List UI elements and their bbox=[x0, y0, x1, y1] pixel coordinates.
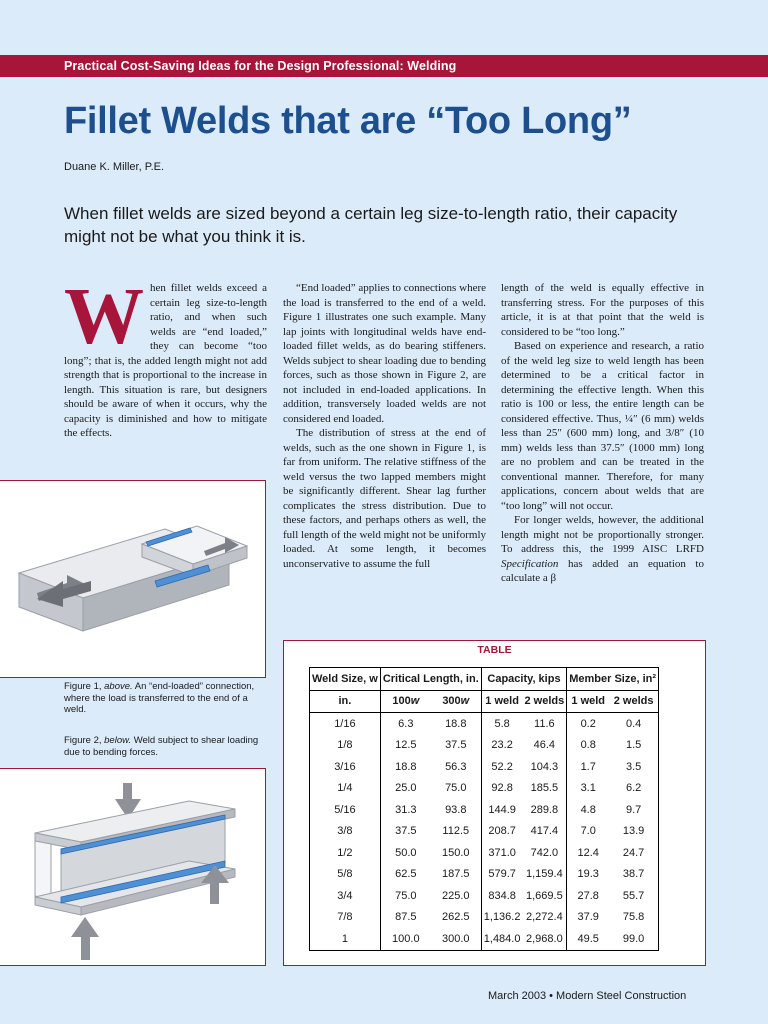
cell: 75.8 bbox=[622, 911, 645, 924]
cell-weld-size: 1/4 bbox=[310, 778, 381, 800]
body-paragraph: “End loaded” applies to connections where the load is transferred to the end of a weld. Figure 1 illustrates one such example. Many lap joints with longitudinal welds have end-loaded fillet welds, as do bearing stiffeners. Welds subject to shear loading due to bending forces, such as those shown in Figure 2, are not included in end-loaded applications. In addition, transversely loaded welds are not considered end loaded. bbox=[283, 282, 486, 425]
banner-text: Practical Cost-Saving Ideas for the Design Professional: Welding bbox=[64, 59, 457, 73]
cell: 56.3 bbox=[431, 756, 481, 778]
cell: 50.0 bbox=[395, 846, 417, 859]
article-title: Fillet Welds that are “Too Long” bbox=[64, 100, 632, 142]
cell: 75.0 bbox=[431, 778, 481, 800]
cell: 0.2 bbox=[580, 717, 596, 730]
body-paragraph: The distribution of stress at the end of welds, such as the one shown in Figure 1, is far from uniform. The relative stiffness of the weld versus the two lapped members might be significantly different. Shear lag further complicates the stress distribution. Due to these factors, and perhaps others as well, the full length of the weld might not be uniformly loaded. At some length, it becomes unconservative to assume the full bbox=[283, 427, 486, 570]
cell: 55.7 bbox=[622, 889, 645, 902]
beam-illustration bbox=[0, 769, 265, 965]
cell: 262.5 bbox=[431, 907, 481, 929]
cell: 52.2 bbox=[491, 760, 513, 773]
author-byline: Duane K. Miller, P.E. bbox=[64, 161, 165, 173]
cell: 0.8 bbox=[580, 739, 596, 752]
cell: 99.0 bbox=[622, 932, 645, 945]
cell: 1,669.5 bbox=[522, 885, 566, 907]
table-row bbox=[310, 864, 659, 886]
figure-2-caption bbox=[64, 735, 264, 758]
cell: 208.7 bbox=[488, 825, 516, 838]
cell: 144.9 bbox=[488, 803, 516, 816]
table-row bbox=[310, 735, 659, 757]
article-deck: When fillet welds are sized beyond a certain leg size-to-length ratio, their capacity might not be what you think it is. bbox=[64, 204, 678, 246]
lap-joint-illustration bbox=[0, 481, 265, 677]
caption-prefix: Figure 2, bbox=[64, 735, 105, 746]
body-column-3 bbox=[501, 281, 704, 586]
table-row bbox=[310, 778, 659, 800]
table-row bbox=[310, 885, 659, 907]
subheader-member-1-weld: 1 weld bbox=[567, 690, 609, 713]
cell: 31.3 bbox=[395, 803, 417, 816]
cell: 1.7 bbox=[580, 760, 596, 773]
page-footer: March 2003 • Modern Steel Construction bbox=[488, 990, 687, 1002]
body-text: has added an equation to calculate a β bbox=[501, 557, 704, 584]
cell: 6.2 bbox=[625, 782, 642, 795]
cell: 2,272.4 bbox=[522, 907, 566, 929]
table-header-row bbox=[310, 668, 659, 691]
table-row bbox=[310, 842, 659, 864]
cell-weld-size: 1/2 bbox=[310, 842, 381, 864]
table-row bbox=[310, 799, 659, 821]
subheader-1-weld: 1 weld bbox=[481, 690, 522, 713]
cell: 4.8 bbox=[580, 803, 596, 816]
subheader-in: in. bbox=[310, 690, 381, 713]
cell: 187.5 bbox=[431, 864, 481, 886]
cell: 7.0 bbox=[580, 825, 596, 838]
body-paragraph: hen fillet welds exceed a certain leg size-to-length ratio, and when such welds are “end loaded,” they can become “too long”; that is, the added length might not add strength that is proportional to the increase in length. This situation is rare, but designers should be aware of when it occurs, why the capacity is diminished and how to mitigate the effects. bbox=[64, 282, 267, 439]
figure-1-caption bbox=[64, 681, 264, 716]
subheader-member-2-welds: 2 welds bbox=[609, 690, 658, 713]
body-paragraph bbox=[501, 513, 704, 586]
cell: 92.8 bbox=[491, 782, 513, 795]
body-text: For longer welds, however, the additional length might not be proportionally stronger. To address this, the 1999 AISC LRFD bbox=[501, 514, 704, 555]
cell: 0.4 bbox=[625, 717, 642, 730]
cell: 18.8 bbox=[395, 760, 417, 773]
cell: 579.7 bbox=[488, 868, 516, 881]
weld-data-table bbox=[309, 667, 659, 951]
cell: 3.1 bbox=[580, 782, 596, 795]
cell: 1,136.2 bbox=[483, 911, 521, 924]
body-column-1 bbox=[64, 273, 267, 441]
cell-weld-size: 3/4 bbox=[310, 885, 381, 907]
figure-1-end-loaded-lap-joint bbox=[0, 480, 266, 678]
cell: 742.0 bbox=[522, 842, 566, 864]
cell: 13.9 bbox=[622, 825, 645, 838]
section-banner bbox=[0, 55, 768, 77]
cell: 37.9 bbox=[577, 911, 599, 924]
weld-table bbox=[283, 640, 706, 966]
cell: 104.3 bbox=[522, 756, 566, 778]
cell-weld-size: 5/16 bbox=[310, 799, 381, 821]
cell: 87.5 bbox=[395, 911, 417, 924]
cell: 5.8 bbox=[494, 717, 510, 730]
cell: 6.3 bbox=[398, 717, 414, 730]
cell: 38.7 bbox=[622, 868, 645, 881]
caption-text: An “end-loaded” connection, where the load is transferred to the end of a weld. bbox=[64, 681, 255, 715]
cell: 62.5 bbox=[395, 868, 417, 881]
cell: 300.0 bbox=[431, 928, 481, 950]
cell: 19.3 bbox=[577, 868, 599, 881]
cell: 3.5 bbox=[625, 760, 642, 773]
subheader-2-welds: 2 welds bbox=[522, 690, 566, 713]
cell: 23.2 bbox=[491, 739, 513, 752]
table-body bbox=[310, 713, 659, 951]
body-text-italic: Specification bbox=[501, 557, 559, 570]
cell: 18.8 bbox=[431, 713, 481, 735]
cell: 112.5 bbox=[431, 821, 481, 843]
subheader-100w: 100w bbox=[380, 690, 430, 713]
cell: 37.5 bbox=[431, 735, 481, 757]
cell-weld-size: 3/8 bbox=[310, 821, 381, 843]
table-label: TABLE bbox=[477, 644, 512, 656]
cell-weld-size: 1/16 bbox=[310, 713, 381, 735]
table-row bbox=[310, 756, 659, 778]
cell: 150.0 bbox=[431, 842, 481, 864]
table-row bbox=[310, 821, 659, 843]
caption-italic: above. bbox=[104, 681, 133, 692]
cell: 1,484.0 bbox=[483, 932, 521, 945]
cell-weld-size: 7/8 bbox=[310, 907, 381, 929]
figure-2-beam-shear-loading bbox=[0, 768, 266, 966]
cell: 37.5 bbox=[395, 825, 417, 838]
cell: 417.4 bbox=[522, 821, 566, 843]
cell: 1,159.4 bbox=[522, 864, 566, 886]
cell: 12.4 bbox=[577, 846, 599, 859]
body-paragraph: length of the weld is equally effective in transferring stress. For the purposes of this article, it is at that point that the weld is considered to be “too long.” bbox=[501, 282, 704, 338]
cell: 2,968.0 bbox=[522, 928, 566, 950]
caption-prefix: Figure 1, bbox=[64, 681, 105, 692]
cell: 834.8 bbox=[488, 889, 516, 902]
caption-text: Weld subject to shear loading due to bending forces. bbox=[64, 735, 259, 758]
cell-weld-size: 3/16 bbox=[310, 756, 381, 778]
cell-weld-size: 1/8 bbox=[310, 735, 381, 757]
body-column-2 bbox=[283, 281, 486, 571]
cell: 25.0 bbox=[395, 782, 417, 795]
header-capacity: Capacity, kips bbox=[481, 668, 566, 691]
drop-cap: W bbox=[64, 273, 144, 361]
body-paragraph: Based on experience and research, a ratio of the weld leg size to weld length has been determined to be a critical factor in determining the effective length. When this ratio is 100 or less, the entire length can be considered effective. Thus, ¼″ (6 mm) welds less than 25″ (600 mm) long, and 3/8″ (10 mm) welds less than 37.5″ (1000 mm) long are no problem and can be treated in the conventional manner. Therefore, for many applications, concern about welds that are “too long” will not occur. bbox=[501, 340, 704, 512]
cell: 225.0 bbox=[431, 885, 481, 907]
table-row bbox=[310, 907, 659, 929]
cell: 1.5 bbox=[625, 739, 642, 752]
header-weld-size: Weld Size, w bbox=[310, 668, 381, 691]
caption-italic: below. bbox=[104, 735, 132, 746]
cell: 100.0 bbox=[392, 932, 420, 945]
cell: 371.0 bbox=[488, 846, 516, 859]
header-member-size: Member Size, in² bbox=[567, 668, 659, 691]
cell: 46.4 bbox=[522, 735, 566, 757]
cell: 24.7 bbox=[622, 846, 645, 859]
cell: 9.7 bbox=[625, 803, 642, 816]
cell: 185.5 bbox=[522, 778, 566, 800]
cell: 75.0 bbox=[395, 889, 417, 902]
reaction-arrow-up-left bbox=[71, 917, 99, 960]
cell: 27.8 bbox=[577, 889, 599, 902]
cell-weld-size: 1 bbox=[310, 928, 381, 950]
cell: 12.5 bbox=[395, 739, 417, 752]
table-row bbox=[310, 928, 659, 950]
header-critical-length: Critical Length, in. bbox=[380, 668, 481, 691]
cell: 93.8 bbox=[431, 799, 481, 821]
table-subheader-row bbox=[310, 690, 659, 713]
cell: 11.6 bbox=[522, 713, 566, 735]
cell-weld-size: 5/8 bbox=[310, 864, 381, 886]
cell: 289.8 bbox=[522, 799, 566, 821]
cell: 49.5 bbox=[577, 932, 599, 945]
table-row bbox=[310, 713, 659, 735]
subheader-300w: 300w bbox=[431, 690, 481, 713]
